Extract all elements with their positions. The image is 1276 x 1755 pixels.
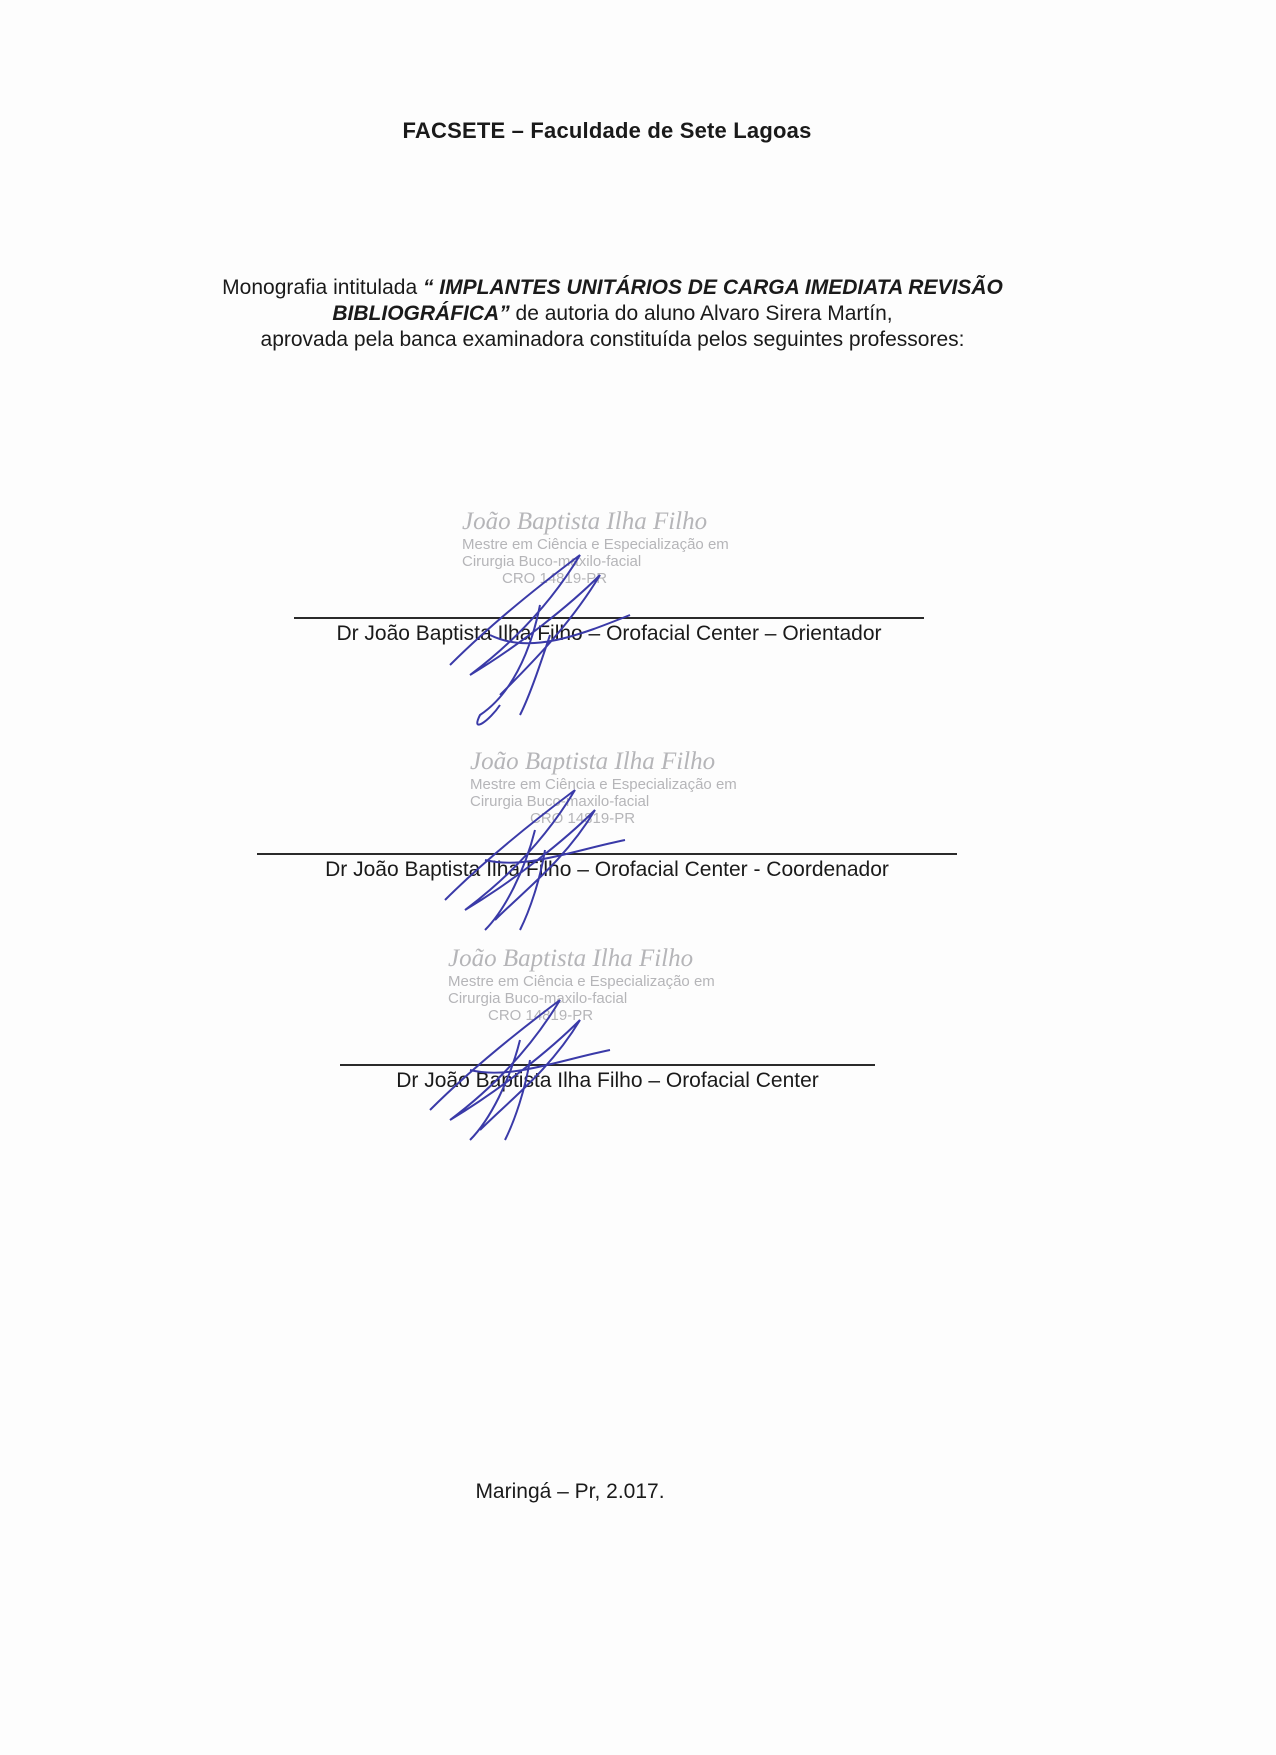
signatory-caption: Dr João Baptista Ilha Filho – Orofacial Center – Orientador <box>336 622 882 645</box>
professional-stamp: João Baptista Ilha Filho Mestre em Ciência e Especialização em Cirurgia Buco-maxilo-facial CRO 14819-PR <box>470 748 737 827</box>
handwritten-signature <box>410 960 670 1160</box>
signatory-caption: Dr João Baptista Ilha Filho – Orofacial Center <box>396 1069 819 1092</box>
approval-committee: aprovada pela banca examinadora constituída pelos seguintes professores: <box>260 328 965 351</box>
professional-stamp: João Baptista Ilha Filho Mestre em Ciência e Especialização em Cirurgia Buco-maxilo-facial CRO 14819-PR <box>462 508 729 587</box>
signatory-caption: Dr João Baptista Ilha Filho – Orofacial Center - Coordenador <box>325 858 889 881</box>
institution-heading: FACSETE – Faculdade de Sete Lagoas <box>402 118 812 143</box>
handwritten-signature <box>430 545 690 745</box>
monograph-title: “ IMPLANTES UNITÁRIOS DE CARGA IMEDIATA REVISÃO BIBLIOGRÁFICA” <box>332 276 1003 325</box>
approval-author: de autoria do aluno Alvaro Sirera Martín, <box>509 302 893 325</box>
place-and-date: Maringá – Pr, 2.017. <box>475 1480 665 1503</box>
professional-stamp: João Baptista Ilha Filho Mestre em Ciência e Especialização em Cirurgia Buco-maxilo-facial CRO 14819-PR <box>448 945 715 1024</box>
approval-intro: Monografia intitulada <box>222 276 423 299</box>
approval-statement <box>140 275 1085 353</box>
handwritten-signature <box>425 750 685 950</box>
